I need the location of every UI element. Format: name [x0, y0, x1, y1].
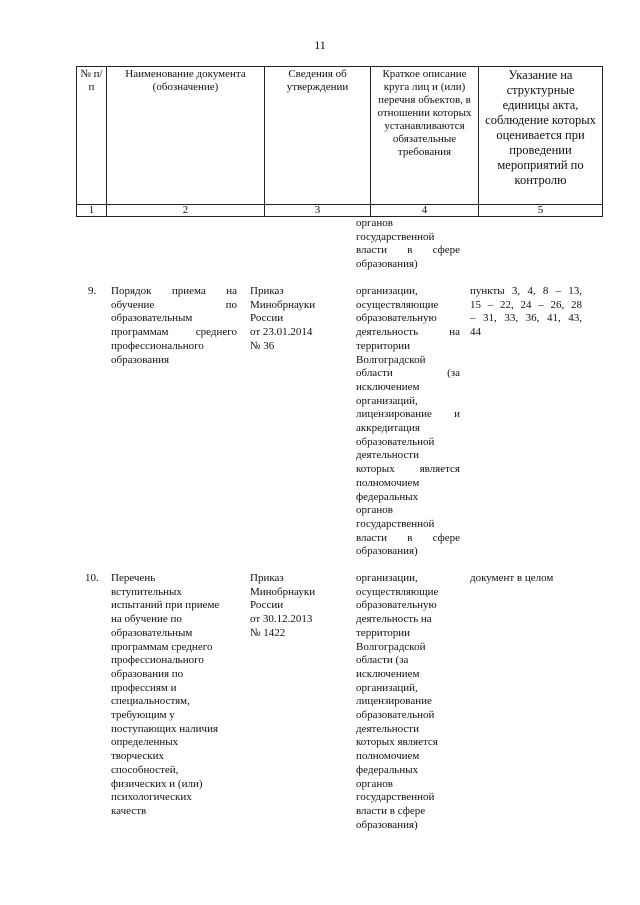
row-10-name-line: творческих	[111, 750, 164, 763]
row-10-approval-line: России	[250, 599, 284, 612]
row-10-approval-line: от 30.12.2013	[250, 613, 313, 626]
row-9-approval	[250, 285, 350, 354]
continuation-line: государственной	[356, 230, 435, 243]
row-9-units-line: 15 – 22, 24 – 26, 28	[470, 298, 582, 311]
row-10-desc-line: полномочием	[356, 750, 420, 763]
row-9-description	[356, 285, 460, 559]
row-10-name-line: требующим у	[111, 709, 175, 722]
row-10-name-line: качеств	[111, 804, 147, 817]
row-9-desc-line: образования)	[356, 545, 418, 558]
row-9-number: 9.	[88, 285, 97, 297]
row-9-desc-line: лицензирование и	[356, 408, 460, 421]
row-10-name-line: на обучение по	[111, 613, 182, 626]
row-9-desc-line: государственной	[356, 517, 435, 530]
row-9-desc-line: образовательной	[356, 435, 435, 448]
row-9-units	[470, 285, 582, 340]
table-header	[76, 66, 603, 217]
row-9-approval-line: Приказ	[250, 285, 284, 297]
row-9-desc-line: которых является	[356, 463, 460, 476]
row-9-desc-line: территории	[356, 339, 411, 352]
row-9-approval-line: России	[250, 312, 284, 325]
row-9-desc-line: власти в сфере	[356, 531, 460, 544]
header-col-5: Указание на структурные единицы акта, соблюдение которых оценивается при проведении мероприятий по контролю	[479, 67, 603, 205]
row-10-name-line: определенных	[111, 736, 179, 749]
row-10-desc-line: Волгоградской	[356, 640, 426, 653]
row-10-desc-line: исключением	[356, 667, 420, 680]
header-col-4: Краткое описание круга лиц и (или) перечня объектов, в отношении которых устанавливаются обязательные требования	[371, 67, 479, 205]
row-9-approval-line: Минобрнауки	[250, 298, 316, 311]
header-col-3: Сведения об утверждении	[265, 67, 371, 205]
row-9-units-line: – 31, 33, 36, 41, 43,	[470, 312, 582, 325]
row-10-name	[111, 572, 239, 819]
row-10-approval	[250, 572, 350, 641]
row-9-name-line: образовательным	[111, 312, 193, 325]
row-10-name-line: программам среднего	[111, 640, 213, 653]
row-10-desc-line: образования)	[356, 818, 418, 831]
row-10-name-line: поступающих наличия	[111, 722, 219, 735]
row-10-name-line: психологических	[111, 791, 192, 804]
row-9-name-line: Порядок приема на	[111, 285, 237, 297]
row-10-desc-line: организаций,	[356, 681, 418, 694]
row-10-name-line: вступительных	[111, 585, 182, 598]
row-10-desc-line: образовательную	[356, 599, 437, 612]
row-10-name-line: специальностям,	[111, 695, 190, 708]
row-10-desc-line: территории	[356, 626, 411, 639]
row-9-name-line: образования	[111, 353, 170, 366]
row-10-desc-line: деятельности	[356, 722, 419, 735]
row-10-approval-line: № 1422	[250, 626, 286, 639]
row-10-desc-line: лицензирование	[356, 695, 432, 708]
row-9-approval-line: № 36	[250, 339, 275, 352]
row-10-desc-line: области (за	[356, 654, 409, 667]
continuation-line: власти в сфере	[356, 244, 460, 257]
row-10-number: 10.	[85, 572, 99, 584]
row-9-approval-line: от 23.01.2014	[250, 326, 313, 339]
row-9-name-line: программам среднего	[111, 326, 237, 339]
row-10-name-line: профессиям и	[111, 681, 177, 694]
row-10-desc-line: организации,	[356, 572, 418, 584]
continuation-line: образования)	[356, 258, 418, 271]
row-9-desc-line: осуществляющие	[356, 298, 439, 311]
row-10-units	[470, 572, 582, 586]
row-9-desc-line: образовательную	[356, 312, 437, 325]
row-10-desc-line: власти в сфере	[356, 804, 426, 817]
row-10-desc-line: которых является	[356, 736, 438, 749]
row-9-desc-line: Волгоградской	[356, 353, 426, 366]
row-10-desc-line: осуществляющие	[356, 585, 439, 598]
col-number-5: 5	[479, 205, 603, 217]
col-number-1: 1	[77, 205, 107, 217]
row-9-desc-line: деятельность на	[356, 326, 460, 339]
header-col-1: № п/п	[77, 67, 107, 205]
row-9-desc-line: области (за	[356, 367, 460, 380]
row-10-approval-line: Минобрнауки	[250, 585, 316, 598]
row-10-name-line: профессионального	[111, 654, 204, 667]
row-9-desc-line: аккредитация	[356, 422, 420, 435]
row-10-name-line: образовательным	[111, 626, 193, 639]
row-9-desc-line: деятельности	[356, 449, 419, 462]
row-9-name-line: обучение по	[111, 298, 237, 311]
row-9-desc-line: органов	[356, 504, 393, 517]
row-10-description	[356, 572, 460, 832]
row-9-name	[111, 285, 237, 367]
row-10-units-line: документ в целом	[470, 572, 554, 584]
col-number-2: 2	[107, 205, 265, 217]
row-10-desc-line: федеральных	[356, 763, 419, 776]
col-number-3: 3	[265, 205, 371, 217]
row-9-desc-line: исключением	[356, 380, 420, 393]
row-10-name-line: испытаний при приеме	[111, 599, 220, 612]
row-9-desc-line: федеральных	[356, 490, 419, 503]
row-9-desc-line: полномочием	[356, 476, 420, 489]
row-10-desc-line: государственной	[356, 791, 435, 804]
row-10-name-line: Перечень	[111, 572, 156, 584]
row-9-name-line: профессионального	[111, 339, 204, 352]
page-number: 11	[314, 38, 326, 52]
row-9-units-line: пункты 3, 4, 8 – 13,	[470, 285, 582, 297]
row-10-desc-line: деятельность на	[356, 613, 432, 626]
row-10-approval-line: Приказ	[250, 572, 284, 584]
row-9-desc-line: организаций,	[356, 394, 418, 407]
row-10-name-line: физических и (или)	[111, 777, 203, 790]
row-9-desc-line: организации,	[356, 285, 418, 297]
header-col-2: Наименование документа (обозначение)	[107, 67, 265, 205]
continuation-line: органов	[356, 217, 393, 229]
col-number-4: 4	[371, 205, 479, 217]
row-10-desc-line: образовательной	[356, 709, 435, 722]
row-10-desc-line: органов	[356, 777, 393, 790]
row-10-name-line: способностей,	[111, 763, 179, 776]
row-10-name-line: образования по	[111, 667, 184, 680]
row-9-units-line: 44	[470, 326, 481, 339]
continuation-text	[356, 217, 460, 272]
